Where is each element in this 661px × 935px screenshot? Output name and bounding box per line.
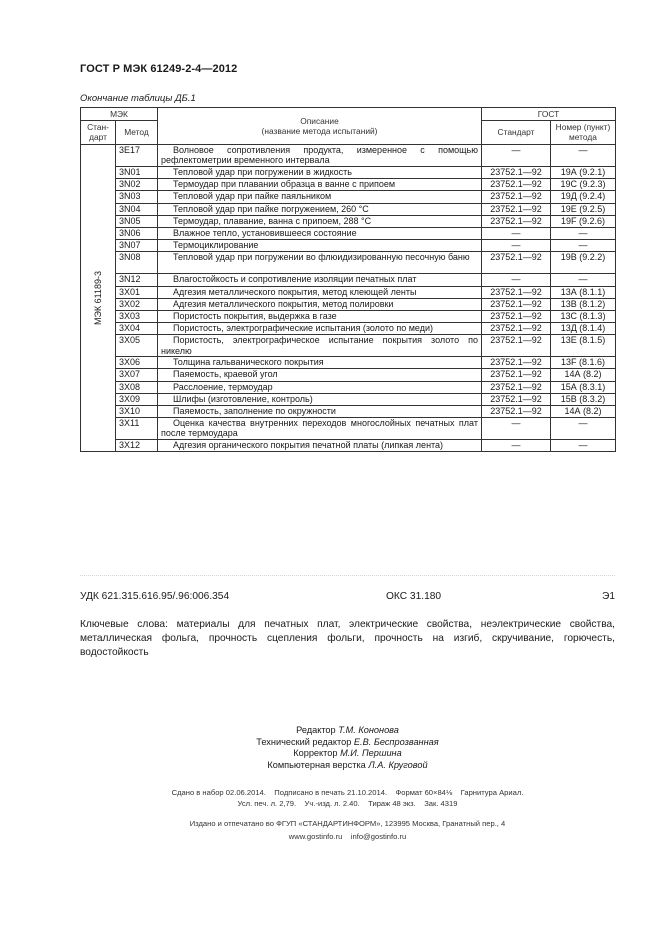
standard-subheader: Стан- дарт: [81, 121, 116, 145]
gost-number-cell: —: [551, 274, 616, 286]
gost-number-cell: —: [551, 145, 616, 167]
table-row: [81, 310, 616, 322]
correspondence-table: [80, 107, 616, 452]
gost-standard-cell: 23752.1—92: [482, 215, 551, 227]
gost-number-cell: 13В (8.1.2): [551, 298, 616, 310]
gost-number-cell: 15А (8.3.1): [551, 381, 616, 393]
gost-standard-cell: 23752.1—92: [482, 381, 551, 393]
table-body: [81, 145, 616, 452]
table-row: [81, 191, 616, 203]
gost-standard-cell: —: [482, 418, 551, 440]
standard-label: МЭК 61189-3: [92, 271, 103, 326]
description-cell: Тепловой удар при пайке паяльником: [158, 191, 482, 203]
keywords: Ключевые слова: материалы для печатных плат, электрические свойства, неэлектрические свойства, металлическая фольга, прочность сцепления фольги, прочность на изгиб, скручивание, горючесть, водостойкость: [80, 619, 615, 658]
editor-line: Редактор Т.М. Кононова: [296, 725, 399, 735]
method-cell: 3N03: [116, 191, 158, 203]
method-cell: 3X09: [116, 393, 158, 405]
gost-number-cell: —: [551, 227, 616, 239]
method-subheader: Метод: [116, 121, 158, 145]
method-cell: 3N12: [116, 274, 158, 286]
gost-standard-cell: 23752.1—92: [482, 298, 551, 310]
table-row: [81, 381, 616, 393]
description-cell: Волновое сопротивления продукта, измеренное с помощью рефлектометрии временного интервала: [158, 145, 482, 167]
gost-number-cell: 19F (9.2.6): [551, 215, 616, 227]
gost-number-subheader: Номер (пункт) метода: [551, 121, 616, 145]
method-cell: 3N02: [116, 179, 158, 191]
table-row: [81, 215, 616, 227]
gost-standard-cell: —: [482, 274, 551, 286]
gost-standard-cell: —: [482, 145, 551, 167]
method-cell: 3N07: [116, 240, 158, 252]
table-caption: Окончание таблицы ДБ.1: [80, 93, 196, 104]
method-cell: 3N06: [116, 227, 158, 239]
imprint-line-2: Усл. печ. л. 2,79. Уч.-изд. л. 2.40. Тираж 48 экз. Зак. 4319: [237, 799, 458, 809]
layout-line: Компьютерная верстка Л.А. Круговой: [267, 759, 428, 770]
description-cell: Оценка качества внутренних переходов многослойных печатных плат после термоудара: [158, 418, 482, 440]
udk-code: УДК 621.315.616.95/.96:006.354: [80, 591, 230, 602]
description-cell: Термоудар, плавание, ванна с припоем, 288 °С: [158, 215, 482, 227]
separator-line: [80, 575, 615, 576]
gost-standard-cell: 23752.1—92: [482, 179, 551, 191]
gost-standard-cell: —: [482, 227, 551, 239]
table-row: [81, 227, 616, 239]
method-cell: 3X07: [116, 369, 158, 381]
method-cell: 3X03: [116, 310, 158, 322]
method-cell: 3N05: [116, 215, 158, 227]
oks-code: ОКС 31.180: [386, 591, 442, 602]
table-row: [81, 274, 616, 286]
method-cell: 3X11: [116, 418, 158, 440]
method-cell: 3N08: [116, 252, 158, 274]
description-cell: Толщина гальванического покрытия: [158, 357, 482, 369]
description-cell: Влагостойкость и сопротивление изоляции печатных плат: [158, 274, 482, 286]
gost-number-cell: 13Д (8.1.4): [551, 323, 616, 335]
description-cell: Пористость, электрографическое испытание покрытия золото по никелю: [158, 335, 482, 357]
gost-number-cell: 13F (8.1.6): [551, 357, 616, 369]
description-cell: Шлифы (изготовление, контроль): [158, 393, 482, 405]
description-cell: Термоудар при плавании образца в ванне с припоем: [158, 179, 482, 191]
gost-number-cell: 19С (9.2.3): [551, 179, 616, 191]
description-cell: Пористость покрытия, выдержка в газе: [158, 310, 482, 322]
description-cell: Тепловой удар при погружении во флюидизированную песочную баню: [158, 252, 482, 274]
description-cell: Адгезия металлического покрытия, метод полировки: [158, 298, 482, 310]
gost-number-cell: 14А (8.2): [551, 369, 616, 381]
table-row: [81, 406, 616, 418]
gost-standard-cell: —: [482, 240, 551, 252]
gost-number-cell: 15В (8.3.2): [551, 393, 616, 405]
gost-standard-cell: 23752.1—92: [482, 167, 551, 179]
table-row: [81, 298, 616, 310]
corrector-line: Корректор М.И. Першина: [293, 748, 402, 758]
credits-block: [80, 725, 615, 771]
method-cell: 3N01: [116, 167, 158, 179]
description-cell: Тепловой удар при погружении в жидкость: [158, 167, 482, 179]
gost-number-cell: —: [551, 440, 616, 452]
table-row: [81, 145, 616, 167]
table-row: [81, 167, 616, 179]
description-cell: Влажное тепло, установившееся состояние: [158, 227, 482, 239]
gost-number-cell: 14А (8.2): [551, 406, 616, 418]
gost-standard-cell: 23752.1—92: [482, 203, 551, 215]
method-cell: 3X01: [116, 286, 158, 298]
table-row: [81, 203, 616, 215]
gost-number-cell: 19Е (9.2.5): [551, 203, 616, 215]
table-row: [81, 418, 616, 440]
description-cell: Адгезия металлического покрытия, метод клеющей ленты: [158, 286, 482, 298]
description-header: Описание (название метода испытаний): [158, 108, 482, 145]
gost-number-cell: 13Е (8.1.5): [551, 335, 616, 357]
table-row: [81, 369, 616, 381]
gost-standard-cell: —: [482, 440, 551, 452]
description-cell: Адгезия органического покрытия печатной платы (липкая лента): [158, 440, 482, 452]
standard-cell: [81, 145, 116, 452]
gost-number-cell: —: [551, 418, 616, 440]
table-row: [81, 335, 616, 357]
table-row: [81, 357, 616, 369]
table-row: [81, 440, 616, 452]
publisher-block: [80, 818, 615, 843]
gost-standard-cell: 23752.1—92: [482, 323, 551, 335]
publisher-line-2: www.gostinfo.ru info@gostinfo.ru: [288, 831, 407, 841]
description-cell: Паяемость, заполнение по окружности: [158, 406, 482, 418]
description-cell: Тепловой удар при пайке погружением, 260 °С: [158, 203, 482, 215]
description-cell: Расслоение, термоудар: [158, 381, 482, 393]
description-cell: Пористость, электрографические испытания (золото по меди): [158, 323, 482, 335]
table-row: [81, 179, 616, 191]
group-code: Э1: [602, 591, 615, 602]
publisher-line-1: Издано и отпечатано во ФГУП «СТАНДАРТИНФОРМ», 123995 Москва, Гранатный пер., 4: [189, 819, 506, 828]
table-row: [81, 240, 616, 252]
table-row: [81, 252, 616, 274]
table-row: [81, 393, 616, 405]
gost-number-cell: 13С (8.1.3): [551, 310, 616, 322]
method-cell: 3E17: [116, 145, 158, 167]
gost-standard-cell: 23752.1—92: [482, 252, 551, 274]
description-cell: Паяемость, краевой угол: [158, 369, 482, 381]
gost-standard-cell: 23752.1—92: [482, 357, 551, 369]
gost-standard-cell: 23752.1—92: [482, 191, 551, 203]
gost-standard-cell: 23752.1—92: [482, 286, 551, 298]
method-cell: 3X12: [116, 440, 158, 452]
imprint-block: [80, 787, 615, 809]
gost-number-cell: —: [551, 240, 616, 252]
gost-standard-subheader: Стандарт: [482, 121, 551, 145]
method-cell: 3X06: [116, 357, 158, 369]
method-cell: 3X05: [116, 335, 158, 357]
table-row: [81, 286, 616, 298]
document-header: ГОСТ Р МЭК 61249-2-4—2012: [80, 63, 238, 75]
description-cell: Термоциклирование: [158, 240, 482, 252]
gost-number-cell: 19А (9.2.1): [551, 167, 616, 179]
method-cell: 3X10: [116, 406, 158, 418]
table-row: [81, 323, 616, 335]
method-cell: 3X02: [116, 298, 158, 310]
gost-standard-cell: 23752.1—92: [482, 335, 551, 357]
gost-number-cell: 19Д (9.2.4): [551, 191, 616, 203]
method-cell: 3N04: [116, 203, 158, 215]
imprint-line-1: Сдано в набор 02.06.2014. Подписано в печать 21.10.2014. Формат 60×84⅛ Гарнитура Ариал.: [171, 788, 524, 797]
gost-standard-cell: 23752.1—92: [482, 369, 551, 381]
gost-number-cell: 13А (8.1.1): [551, 286, 616, 298]
method-cell: 3X04: [116, 323, 158, 335]
gost-standard-cell: 23752.1—92: [482, 310, 551, 322]
method-cell: 3X08: [116, 381, 158, 393]
gost-standard-cell: 23752.1—92: [482, 393, 551, 405]
tech-editor-line: Технический редактор Е.В. Беспрозванная: [256, 736, 439, 747]
iec-header: МЭК: [81, 108, 158, 121]
gost-header: ГОСТ: [482, 108, 616, 121]
gost-standard-cell: 23752.1—92: [482, 406, 551, 418]
gost-number-cell: 19В (9.2.2): [551, 252, 616, 274]
